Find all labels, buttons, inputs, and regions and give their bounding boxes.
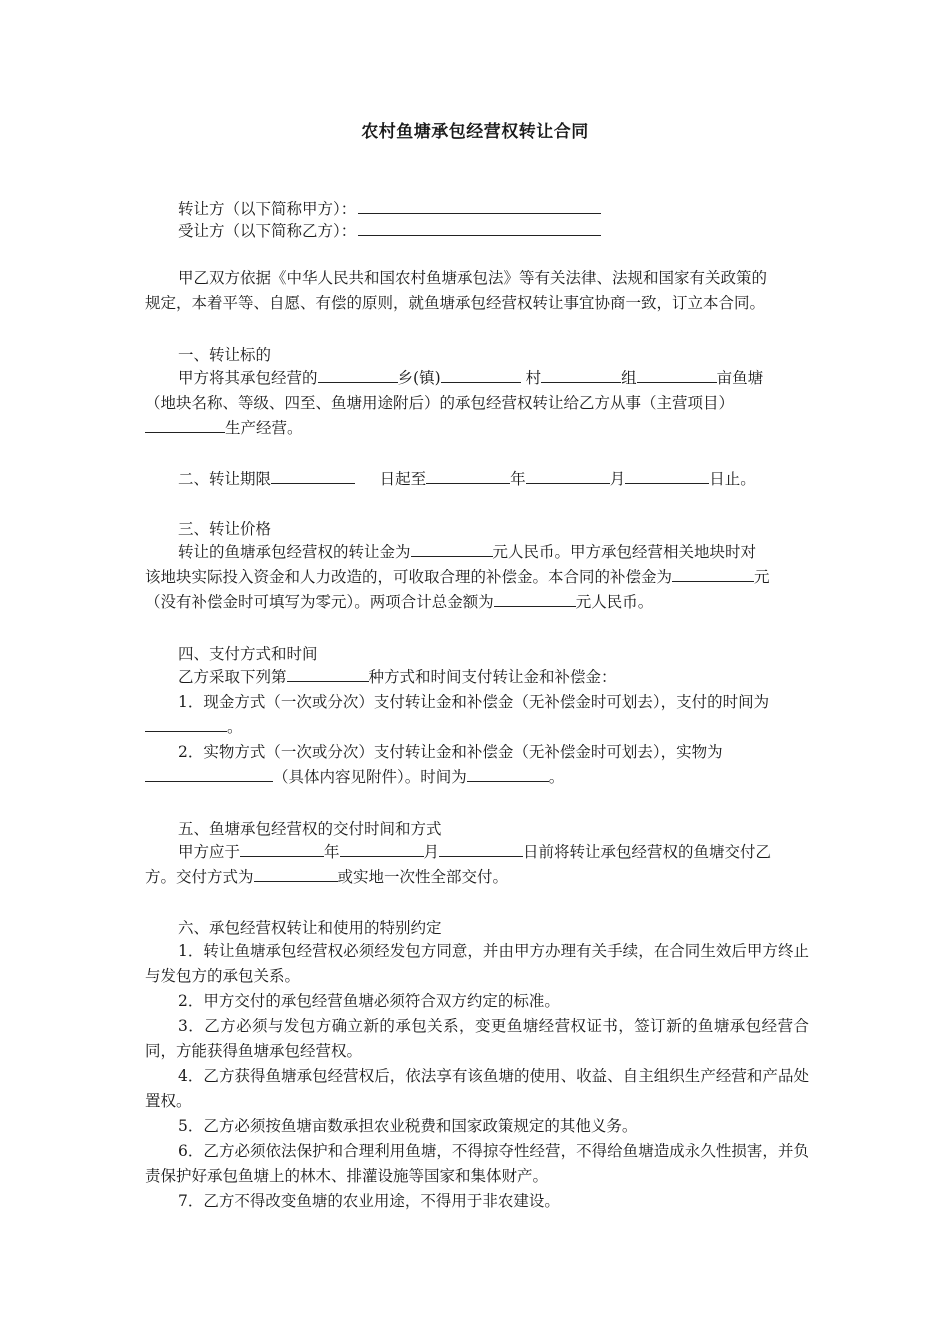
section-3-body xyxy=(145,540,809,615)
s2-text: 月 xyxy=(609,470,626,488)
party-a-blank xyxy=(358,197,601,214)
blank xyxy=(467,767,549,782)
section-4-body xyxy=(145,665,809,790)
s3-text: 元人民币。 xyxy=(575,593,654,611)
section-2-line xyxy=(178,467,756,489)
party-b-line xyxy=(178,219,601,241)
s6-item-5 xyxy=(145,1114,809,1139)
s3-text: 转让的鱼塘承包经营权的转让金为 xyxy=(178,543,411,561)
s3-text: 元人民币。甲方承包经营相关地块时对 xyxy=(492,543,757,561)
blank xyxy=(637,368,717,383)
party-b-blank xyxy=(358,219,601,236)
s4-text: 。 xyxy=(548,768,565,786)
s3-text: 元 xyxy=(754,568,770,586)
s4-text: 乙方采取下列第 xyxy=(178,668,287,686)
s4-text: 。 xyxy=(227,718,243,736)
blank xyxy=(625,469,709,484)
blank xyxy=(441,368,521,383)
blank xyxy=(318,368,398,383)
s5-text: 月 xyxy=(423,843,440,861)
s5-text: 或实地一次性全部交付。 xyxy=(337,868,509,886)
s5-text: 年 xyxy=(324,843,340,861)
blank xyxy=(340,842,424,857)
s1-text: 乡(镇) xyxy=(397,369,441,387)
s3-text: 该地块实际投入资金和人力改造的，可收取合理的补偿金。本合同的补偿金为 xyxy=(145,568,673,586)
section-6-body xyxy=(145,939,809,1214)
blank xyxy=(254,867,338,882)
s1-text: （地块名称、等级、四至、鱼塘用途附后）的承包经营权转让给乙方从事（主营项目） xyxy=(145,394,735,412)
blank xyxy=(287,667,369,682)
s1-text: 甲方将其承包经营的 xyxy=(178,369,318,387)
s6-item-2 xyxy=(145,989,809,1014)
blank xyxy=(541,368,621,383)
s2-text: 日止。 xyxy=(709,470,756,488)
blank xyxy=(411,542,493,557)
s6-item-text: 7．乙方不得改变鱼塘的农业用途，不得用于非农建设。 xyxy=(178,1192,560,1210)
section-2-heading: 二、转让期限 xyxy=(178,470,272,488)
s6-item-1 xyxy=(145,939,809,989)
section-5-body xyxy=(145,840,809,890)
section-6-heading: 六、承包经营权转让和使用的特别约定 xyxy=(178,919,442,937)
intro-line-2: 规定，本着平等、自愿、有偿的原则，就鱼塘承包经营权转让事宜协商一致，订立本合同。 xyxy=(145,294,766,312)
blank xyxy=(672,567,754,582)
s6-item-text: 2．甲方交付的承包经营鱼塘必须符合双方约定的标准。 xyxy=(178,992,560,1010)
s6-item-text: 5．乙方必须按鱼塘亩数承担农业税费和国家政策规定的其他义务。 xyxy=(178,1117,638,1135)
s6-item-3 xyxy=(145,1014,809,1064)
s6-item-text: 3．乙方必须与发包方确立新的承包关系，变更鱼塘经营权证书，签订新的鱼塘承包经营合同，方能获得鱼塘承包经营权。 xyxy=(145,1017,809,1060)
blank xyxy=(271,469,355,484)
intro-line-1: 甲乙双方依据《中华人民共和国农村鱼塘承包法》等有关法律、法规和国家有关政策的 xyxy=(178,269,768,287)
section-4-heading: 四、支付方式和时间 xyxy=(178,645,318,663)
blank xyxy=(145,717,227,732)
s1-text: 组 xyxy=(621,369,637,387)
party-b-label: 受让方（以下简称乙方）： xyxy=(178,222,357,240)
s1-text: 生产经营。 xyxy=(225,419,303,437)
s5-text: 甲方应于 xyxy=(178,843,241,861)
s3-text: （没有补偿金时可填写为零元）。两项合计总金额为 xyxy=(145,593,494,611)
s6-item-text: 6．乙方必须依法保护和合理利用鱼塘，不得掠夺性经营，不得给鱼塘造成永久性损害，并负责保护好承包鱼塘上的林木、排灌设施等国家和集体财产。 xyxy=(145,1142,809,1185)
s6-item-text: 1．转让鱼塘承包经营权必须经发包方同意，并由甲方办理有关手续，在合同生效后甲方终止与发包方的承包关系。 xyxy=(145,942,809,985)
intro-paragraph xyxy=(145,266,809,316)
s4-text: （具体内容见附件）。时间为 xyxy=(273,768,467,786)
s6-item-7 xyxy=(145,1189,809,1214)
section-3-heading: 三、转让价格 xyxy=(178,520,272,538)
blank xyxy=(426,469,510,484)
s5-text: 日前将转让承包经营权的鱼塘交付乙 xyxy=(523,843,772,861)
blank xyxy=(439,842,523,857)
section-1-heading: 一、转让标的 xyxy=(178,346,272,364)
blank xyxy=(240,842,324,857)
s6-item-6 xyxy=(145,1139,809,1189)
s5-text: 方。交付方式为 xyxy=(145,868,254,886)
s6-item-4 xyxy=(145,1064,809,1114)
blank xyxy=(145,418,225,433)
section-5-heading: 五、鱼塘承包经营权的交付时间和方式 xyxy=(178,820,442,838)
section-1-body xyxy=(145,366,809,441)
s4-text: 种方式和时间支付转让金和补偿金： xyxy=(368,668,617,686)
s2-text: 年 xyxy=(510,470,526,488)
s2-text: 日起至 xyxy=(379,470,427,488)
s1-text: 村 xyxy=(525,369,542,387)
s1-text: 亩鱼塘 xyxy=(716,369,764,387)
s6-item-text: 4．乙方获得鱼塘承包经营权后，依法享有该鱼塘的使用、收益、自主组织生产经营和产品处置权。 xyxy=(145,1067,809,1110)
blank xyxy=(145,767,273,782)
party-a-line xyxy=(178,197,601,219)
blank xyxy=(526,469,610,484)
s4-item-2: 2．实物方式（一次或分次）支付转让金和补偿金（无补偿金时可划去），实物为 xyxy=(178,743,723,761)
document-title: 农村鱼塘承包经营权转让合同 xyxy=(361,122,589,142)
party-a-label: 转让方（以下简称甲方）： xyxy=(178,200,357,218)
s4-item-1: 1．现金方式（一次或分次）支付转让金和补偿金（无补偿金时可划去），支付的时间为 xyxy=(178,693,770,711)
blank xyxy=(494,592,576,607)
